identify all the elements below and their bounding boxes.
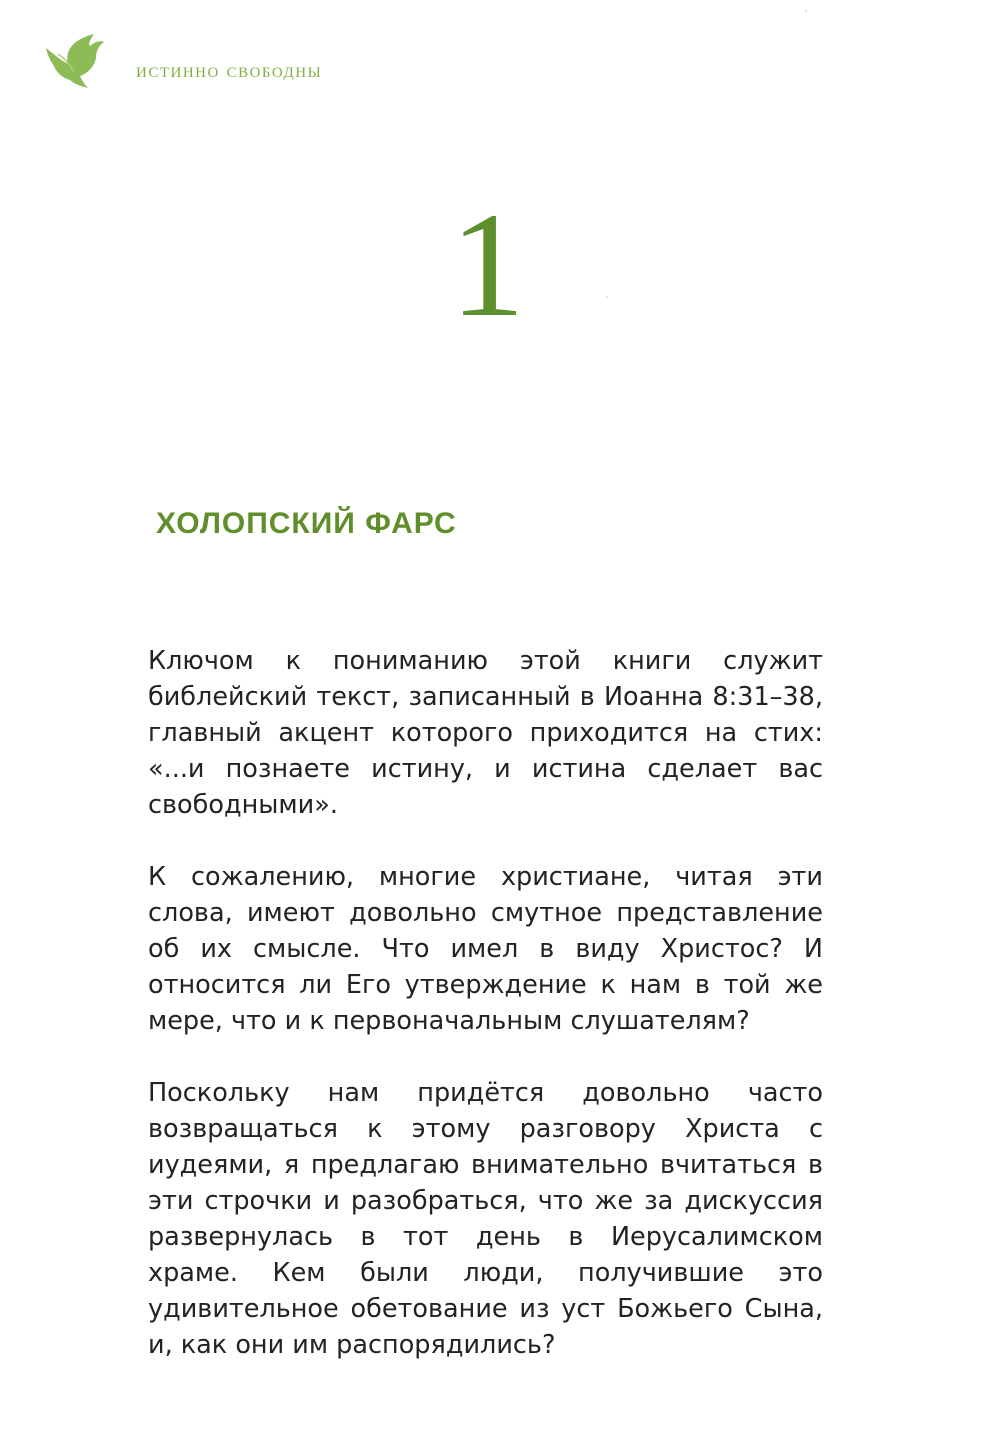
paragraph-2: К сожалению, многие христиане, читая эти слова, имеют довольно смутное представление об их смысле. Что имел в виду Христос? И относится ли Его утверждение к нам в той же мере, что и к первоначальным слушателям? xyxy=(148,862,823,1036)
running-title: истинно свободны xyxy=(136,57,323,82)
paper-speck xyxy=(805,10,807,12)
body-text xyxy=(148,643,823,1399)
chapter-title: ХОЛОПСКИЙ ФАРС xyxy=(156,507,457,540)
paper-speck xyxy=(606,296,608,298)
chapter-number: 1 xyxy=(450,182,525,348)
eagle-icon xyxy=(44,34,106,88)
running-header xyxy=(44,34,322,88)
paragraph-3: Поскольку нам придётся довольно часто возвращаться к этому разговору Христа с иудеями, я предлагаю внимательно вчитаться в эти строчки и разобраться, что же за дискуссия развернулась в тот день в Иерусалимском храме. Кем были люди, получившие это удивительное обетование из уст Божьего Сына, и, как они им распорядились? xyxy=(148,1078,823,1360)
paragraph-1: Ключом к пониманию этой книги служит библейский текст, записанный в Иоанна 8:31–38, главный акцент которого приходится на стих: «...и познаете истину, и истина сделает вас свободными». xyxy=(148,646,823,820)
